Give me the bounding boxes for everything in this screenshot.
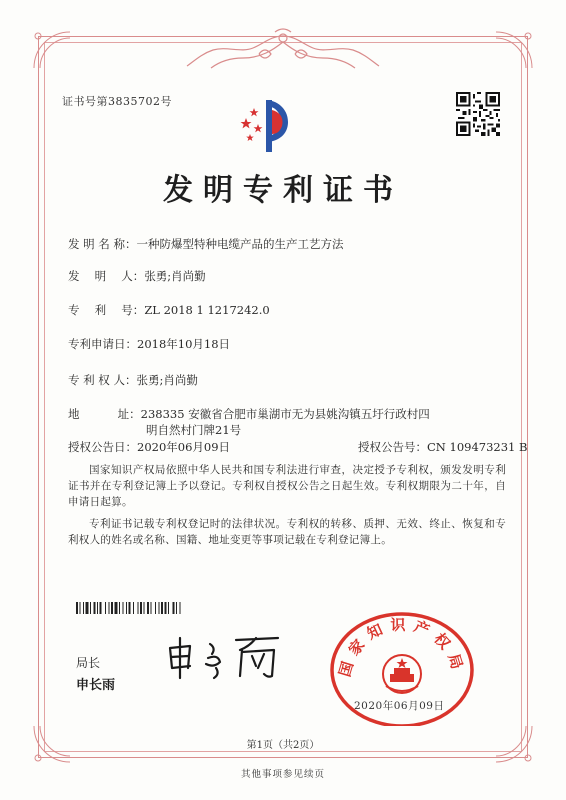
field-label: 发 明 名 称： bbox=[68, 237, 137, 251]
field-value: 238335 安徽省合肥市巢湖市无为县姚沟镇五圩行政村四 bbox=[140, 407, 430, 421]
field-value: 2018年10月18日 bbox=[137, 337, 231, 351]
field-value: 张勇;肖尚勤 bbox=[144, 269, 206, 283]
field-value: ZL 2018 1 1217242.0 bbox=[144, 303, 270, 317]
field-value: CN 109473231 B bbox=[427, 440, 528, 454]
signature-title: 局长 bbox=[76, 656, 101, 670]
handwritten-signature bbox=[160, 632, 290, 682]
signature-name: 申长雨 bbox=[76, 678, 116, 693]
cnipa-logo-icon bbox=[236, 96, 306, 154]
field-label: 授权公告号： bbox=[358, 440, 427, 454]
field-label: 专利申请日： bbox=[68, 337, 137, 351]
field-grant-date bbox=[68, 439, 230, 455]
field-label: 发 明 人： bbox=[68, 269, 145, 283]
corner-ornament-top-left bbox=[30, 28, 74, 72]
national-emblem-icon bbox=[383, 655, 421, 693]
seal-date: 2020年06月09日 bbox=[354, 700, 445, 712]
legal-paragraph-grant: 国家知识产权局依照中华人民共和国专利法进行审查，决定授予专利权，颁发发明专利证书并在专利登记簿上予以登记。专利权自授权公告之日起生效。专利权期限为二十年，自申请日起算。 bbox=[68, 464, 506, 508]
field-label: 专 利 号： bbox=[68, 303, 145, 317]
corner-ornament-top-right bbox=[492, 28, 536, 72]
field-publication-number bbox=[358, 439, 527, 455]
qr-code-icon bbox=[456, 92, 500, 136]
field-value: 一种防爆型特种电缆产品的生产工艺方法 bbox=[136, 237, 344, 251]
field-label: 授权公告日： bbox=[68, 440, 137, 454]
field-value: 2020年06月09日 bbox=[137, 440, 231, 454]
legal-paragraph-status: 专利证书记载专利权登记时的法律状况。专利权的转移、质押、无效、终止、恢复和专利权人的姓名或名称、国籍、地址变更等事项记载在专利登记簿上。 bbox=[68, 518, 506, 546]
field-inventors bbox=[68, 268, 206, 284]
certificate-number: 证书号第3835702号 bbox=[62, 95, 172, 108]
field-value: 张勇;肖尚勤 bbox=[136, 373, 198, 387]
page-number: 第1页（共2页） bbox=[246, 740, 320, 751]
field-address-line2: 明自然村门牌21号 bbox=[146, 423, 242, 437]
certificate-title: 发明专利证书 bbox=[163, 173, 403, 208]
field-label: 专 利 权 人： bbox=[68, 373, 137, 387]
field-patentee bbox=[68, 372, 198, 388]
field-label: 地 址： bbox=[68, 407, 141, 421]
seal-text: 国家知识产权局 bbox=[335, 615, 469, 679]
field-address bbox=[68, 406, 430, 422]
field-invention-name bbox=[68, 236, 343, 252]
field-filing-date bbox=[68, 336, 230, 352]
field-patent-number bbox=[68, 302, 270, 318]
footer-note: 其他事项参见续页 bbox=[240, 769, 325, 780]
top-ornament bbox=[183, 28, 383, 72]
barcode-icon bbox=[76, 602, 262, 614]
